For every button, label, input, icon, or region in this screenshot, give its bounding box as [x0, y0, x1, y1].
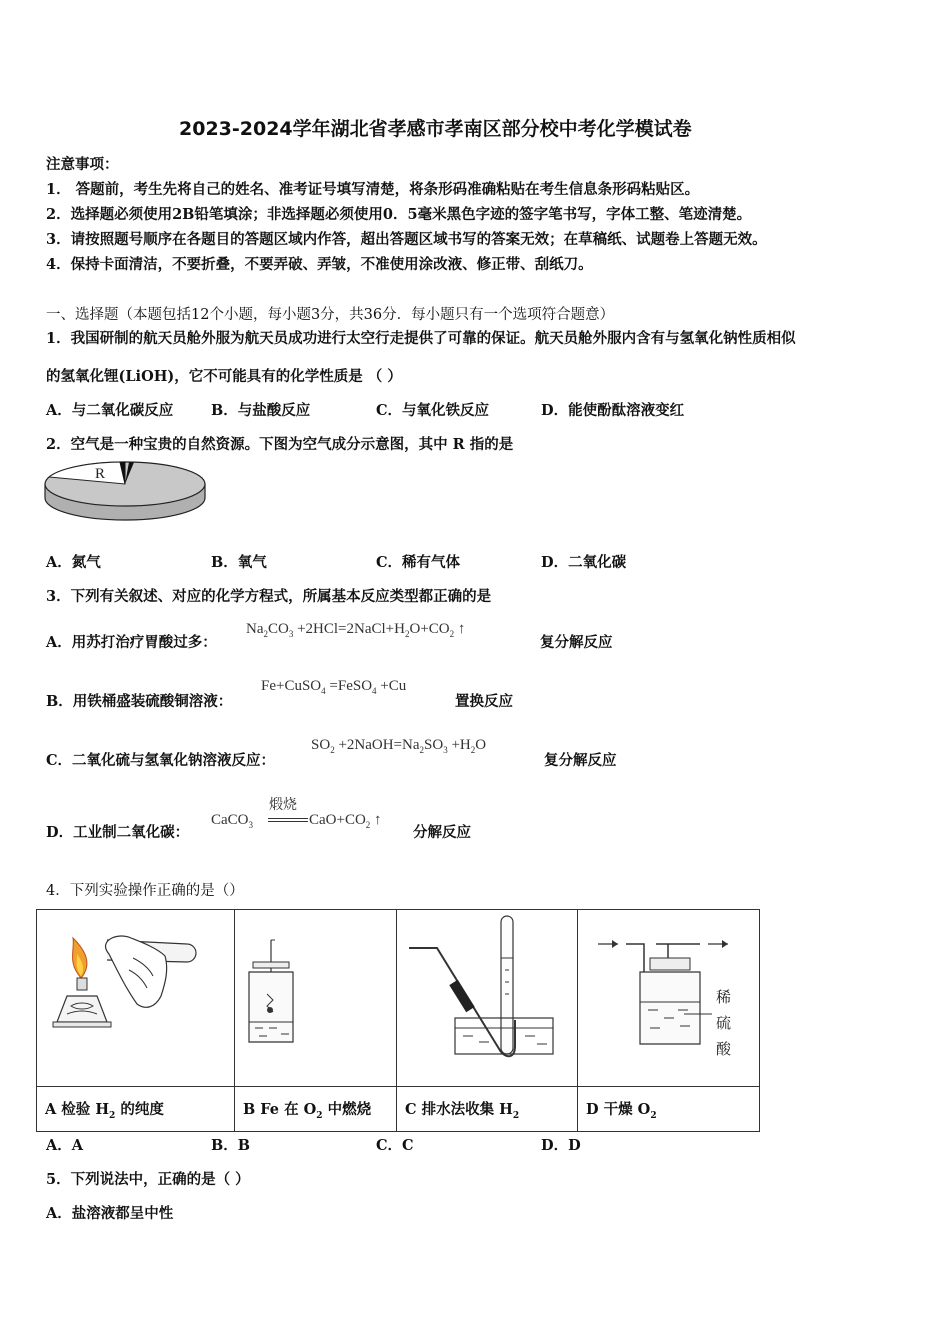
caption-c: C 排水法收集 $H_2$: [397, 1087, 578, 1132]
notice-item-4: 4．保持卡面清洁，不要折叠，不要弄破、弄皱，不准使用涂改液、修正带、刮纸刀。: [46, 256, 593, 273]
q3-d-equals-bar: [268, 818, 308, 822]
q4-stem: 4．下列实验操作正确的是（）: [46, 883, 244, 899]
q3-a-equation: $Na_2CO_3$ $+2HCl=2NaCl+H_2O+CO_2$ ↑: [246, 621, 466, 639]
apparatus-d-cell: [578, 910, 760, 1087]
caption-a: A 检验 $H_2$ 的纯度: [37, 1087, 235, 1132]
notice-item-2: 2．选择题必须使用2B铅笔填涂；非选择题必须使用0．5毫米黑色字迹的签字笔书写，字体工整、笔迹清楚。: [46, 206, 752, 223]
q2-option-a: A．氮气: [46, 554, 101, 571]
q3-d-text: D．工业制二氧化碳：: [46, 824, 190, 841]
q3-stem: 3．下列有关叙述、对应的化学方程式，所属基本反应类型都正确的是: [46, 588, 492, 605]
q2-option-d: D．二氧化碳: [541, 554, 627, 571]
water-collect-h2-illustration: [397, 910, 577, 1082]
q3-d-equation-left: CaCO$_3$: [211, 812, 253, 830]
q4-apparatus-table: [36, 909, 760, 1132]
q2-option-b: B．氧气: [211, 554, 267, 571]
q3-d-condition: 煅烧: [269, 798, 297, 813]
q4-option-a: A．A: [46, 1137, 84, 1154]
acid-label-3: 酸: [716, 1040, 732, 1058]
q3-a-type: 复分解反应: [540, 634, 613, 651]
notice-item-3: 3．请按照题号顺序在各题目的答题区域内作答，超出答题区域书写的答案无效；在草稿纸、试题卷上答题无效。: [46, 231, 767, 248]
acid-label-2: 硫: [716, 1014, 732, 1032]
fe-burning-in-o2-illustration: [235, 910, 396, 1082]
q1-stem-line1: 1．我国研制的航天员舱外服为航天员成功进行太空行走提供了可靠的保证。航天员舱外服内含有与氢氧化钠性质相似: [46, 330, 796, 347]
notice-item-1: 1． 答题前，考生先将自己的姓名、准考证号填写清楚，将条形码准确粘贴在考生信息条形码粘贴区。: [46, 181, 700, 198]
dry-o2-illustration: [578, 910, 759, 1082]
q1-option-c: C．与氧化铁反应: [376, 402, 490, 419]
q5-stem: 5．下列说法中，正确的是（ ）: [46, 1171, 250, 1188]
q3-c-type: 复分解反应: [544, 752, 617, 769]
section-heading: 一、选择题（本题包括12个小题，每小题3分，共36分．每小题只有一个选项符合题意）: [46, 307, 615, 323]
q3-b-type: 置换反应: [455, 693, 513, 710]
q4-option-b: B．B: [211, 1137, 251, 1154]
notice-heading: 注意事项：: [46, 156, 119, 173]
test-h2-purity-illustration: [37, 910, 234, 1082]
air-composition-pie-chart: [42, 458, 208, 524]
q3-d-equation-right: $CaO+CO_2$ ↑: [309, 812, 382, 830]
q4-option-d: D．D: [541, 1137, 581, 1154]
caption-b: B Fe 在 $O_2$ 中燃烧: [235, 1087, 397, 1132]
apparatus-c-cell: [397, 910, 578, 1087]
q4-option-c: C．C: [376, 1137, 414, 1154]
caption-d: D 干燥 $O_2$: [578, 1087, 760, 1132]
q2-stem: 2．空气是一种宝贵的自然资源。下图为空气成分示意图，其中 R 指的是: [46, 436, 514, 453]
q1-stem-line2: 的氢氧化锂(LiOH)，它不可能具有的化学性质是 （ ）: [46, 368, 402, 385]
q3-b-text: B．用铁桶盛装硫酸铜溶液：: [46, 693, 233, 710]
q1-option-a: A．与二氧化碳反应: [46, 402, 174, 419]
q1-option-b: B．与盐酸反应: [211, 402, 311, 419]
q3-a-text: A．用苏打治疗胃酸过多：: [46, 634, 217, 651]
pie-label-r: R: [95, 466, 106, 482]
apparatus-b-cell: [235, 910, 397, 1087]
acid-label-1: 稀: [716, 988, 732, 1006]
q3-c-equation: $SO_2$ $+2NaOH=Na_2SO_3 +H_2O$: [311, 737, 487, 755]
q2-option-c: C．稀有气体: [376, 554, 461, 571]
apparatus-a-cell: [37, 910, 235, 1087]
q3-d-type: 分解反应: [413, 824, 471, 841]
q5-option-a: A．盐溶液都呈中性: [46, 1205, 174, 1222]
q3-b-equation: Fe+CuSO$_4$ =FeSO$_4$ +Cu: [261, 678, 407, 696]
page-title: 2023-2024学年湖北省孝感市孝南区部分校中考化学模试卷: [179, 118, 692, 140]
q3-c-text: C．二氧化硫与氢氧化钠溶液反应：: [46, 752, 276, 769]
q1-option-d: D．能使酚酞溶液变红: [541, 402, 685, 419]
